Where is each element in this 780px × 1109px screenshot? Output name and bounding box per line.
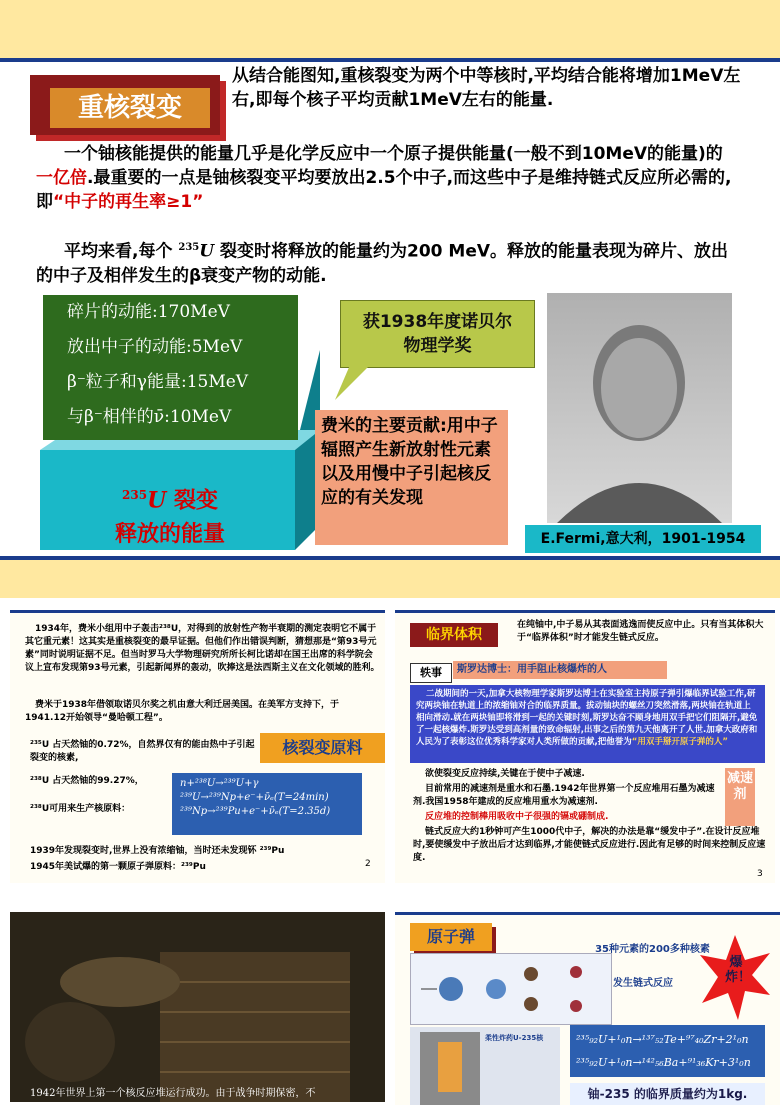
- energy-item-neutrons: 放出中子的动能:5MeV: [67, 337, 243, 357]
- s2-u235: ²³⁵U 占天然铀的0.72%，自然界仅有的能由热中子引起裂变的核素,: [30, 740, 255, 763]
- s5-burst-text: 爆炸！: [725, 955, 752, 985]
- s5-eq-1: ²³⁵₉₂U+¹₀n→¹³⁷₅₂Te+⁹⁷₄₀Zr+2¹₀n: [576, 1033, 749, 1046]
- s5-critical-mass: 铀-235 的临界质量约为1kg.: [570, 1083, 765, 1105]
- fermi-photo: [547, 293, 732, 523]
- paragraph-1: [36, 142, 736, 214]
- s5-chain: 发生链式反应: [613, 978, 673, 989]
- s2-formula-2: ²³⁹U→²³⁹Np+e⁻+ν̄ₑ(T=24min): [180, 792, 329, 803]
- callout-pointer: [330, 365, 370, 405]
- energy-label-u: U: [147, 487, 167, 514]
- s3-story-text: 二战期间的一天,加拿大核物理学家斯罗达博士在实验室主持原子弹引爆临界试验工作,研究两块铀在轨道上的浓缩铀对合的临界质量。拔动铀块的螺丝刀突然滑落,两块铀在轨道上相向滑动.就在两块铀即将滑到一起的关键时刻,斯罗达奋不顾身地用双手把它们阻隔开,避免了一起核爆炸.斯罗达受到高剂量的致命辐射,出事之后的第九天他离开了人世.加拿大政府和人民为了表彰这位优秀科学家对人类所做的贡献,把他誉为: [416, 689, 758, 747]
- s2-u238: ²³⁸U 占天然铀的99.27%，: [30, 776, 144, 786]
- p1-text-a: 一个铀核能提供的能量几乎是化学反应中一个原子提供能量(一般不到10MeV的能量)的: [64, 144, 723, 164]
- s5-callout: 35种元素的200多种核素: [595, 944, 710, 955]
- top-divider: [0, 58, 780, 62]
- s2-fermi-move: 费米于1938年借领取诺贝尔奖之机由意大利迁居美国。在美军方支持下，于1941.12开始领导“曼哈顿工程”。: [25, 700, 340, 723]
- s2-note-1: 1939年发现裂变时,世界上没有浓缩铀，当时还未发现钚 ²³⁹Pu: [30, 846, 285, 856]
- energy-list-box: [40, 295, 298, 440]
- fermi-contribution: 费米的主要贡献:用中子辐照产生新放射性元素以及用慢中子引起核反应的有关发现: [315, 410, 508, 545]
- paragraph-2: [36, 236, 736, 288]
- s3-t1: 欲使裂变反应持续,关键在于使中子减速.: [425, 769, 585, 779]
- s3-intro: 在纯铀中,中子易从其表面逃逸而使反应中止。只有当其体积大于“临界体积”时才能发生链式反应。: [517, 620, 764, 643]
- mid-divider: [0, 556, 780, 560]
- s2-history: 1934年，费米小组用中子轰击²³⁸U，对得到的放射性产物半衰期的测定表明它不属于其它重元素！这其实是重核裂变的最早证据。但他们作出错误判断，猜想那是“第93号元素”同时说明证据不足。但当时罗马大学物理研究所所长柯比诺却在国王出席的科学院会议上宣布发现第93号元素，引起新闻界的轰动，吹捧这是法西斯主义在文化领域的胜利。: [25, 624, 380, 673]
- energy-item-beta-gamma: β⁻粒子和γ能量:15MeV: [67, 372, 249, 392]
- s5-badge: 原子弹: [410, 923, 492, 951]
- s2-formula-box: [172, 773, 362, 835]
- s4-caption: 1942年世界上第一个核反应堆运行成功。由于战争时期保密，不: [30, 1088, 316, 1099]
- fermi-caption: E.Fermi,意大利，1901-1954: [525, 525, 761, 553]
- s5-equations: [570, 1025, 765, 1077]
- s5-bomb-label: 柔性炸药U-235核: [485, 1034, 544, 1042]
- s3-story-box: [410, 685, 765, 763]
- slide-3: [395, 610, 775, 883]
- slide-5: [395, 912, 780, 1105]
- p2-u: U: [199, 241, 215, 262]
- s2-formula-1: n+²³⁸U→²³⁹U+γ: [180, 778, 259, 789]
- s3-side-label: 减速剂: [725, 768, 755, 826]
- s2-page-number: 2: [365, 859, 371, 869]
- energy-label: [50, 478, 290, 552]
- energy-label-sup: 235: [122, 488, 148, 502]
- s2-formula-3: ²³⁹Np→²³⁹Pu+e⁻+ν̄ₑ(T=2.35d): [180, 806, 331, 817]
- slide-4: [10, 912, 385, 1102]
- s3-t3: 反应堆的控制棒用吸收中子很强的镉或硼制成.: [425, 812, 609, 822]
- p2-sup: 235: [178, 242, 200, 253]
- s2-u238b: ²³⁸U可用来生产核原料：: [30, 804, 131, 814]
- energy-label-b: 释放的能量: [114, 522, 225, 548]
- p2-text-a: 平均来看,每个: [64, 241, 173, 262]
- s5-eq-2: ²³⁵₉₂U+¹₀n→¹⁴²₅₆Ba+⁹¹₃₆Kr+3¹₀n: [576, 1056, 751, 1069]
- top-band: [0, 0, 780, 58]
- s5-fission-diagram: [410, 953, 612, 1025]
- s3-t2: 目前常用的减速剂是重水和石墨.1942年世界第一个反应堆用石墨为减速剂.我国1958年建成的反应堆用重水为减速剂.: [413, 784, 715, 807]
- s3-story-title: 斯罗达博士：用手阻止核爆炸的人: [453, 661, 667, 679]
- energy-item-fragments: 碎片的动能:170MeV: [67, 302, 230, 322]
- title-badge-text: 重核裂变: [50, 88, 210, 128]
- p2-text-b: 裂变时将释放的能量约为200 MeV。释放的能量表现为碎片、放出的中子及相伴发生的β衰变产物的动能.: [36, 241, 729, 286]
- s3-t4: 链式反应大约1秒钟可产生1000代中子，解决的办法是靠“缓发中子”.在设计反应堆时,要使缓发中子放出后才达到临界,才能使链式反应进行.因此有足够的时间来控制反应速度.: [413, 827, 766, 863]
- reactor-photo: [10, 912, 385, 1102]
- s3-story-quote: “用双手掰开原子弹的人”: [631, 737, 728, 747]
- mid-band: [0, 558, 780, 598]
- p1-highlight: 一亿倍: [36, 168, 87, 188]
- energy-label-a: 裂变: [173, 488, 218, 514]
- s2-note-2: 1945年美试爆的第一颗原子弹原料：²³⁹Pu: [30, 862, 206, 872]
- fission-illustration: [411, 954, 611, 1024]
- p1-quote: “中子的再生率≥1”: [53, 192, 204, 212]
- intro-text: 从结合能图知,重核裂变为两个中等核时,平均结合能将增加1MeV左右,即每个核子平均贡献1MeV左右的能量.: [232, 66, 741, 110]
- s3-page-number: 3: [757, 869, 763, 879]
- slide-2: [10, 610, 385, 883]
- s5-bomb-diagram: [410, 1027, 560, 1105]
- s3-story-tag: 轶事: [410, 663, 452, 683]
- nobel-callout: 获1938年度诺贝尔物理学奖: [340, 300, 535, 368]
- energy-item-antineutrino: 与β⁻相伴的ν̄:10MeV: [67, 407, 232, 427]
- p1-text-b: .最重要的一点是铀核裂变平均要放出2.5个中子,而这些中子是维持链式反应所必需的,即: [36, 168, 732, 212]
- s2-heading: 核裂变原料: [260, 733, 385, 763]
- s3-badge: 临界体积: [410, 623, 498, 647]
- portrait-image: [547, 293, 732, 523]
